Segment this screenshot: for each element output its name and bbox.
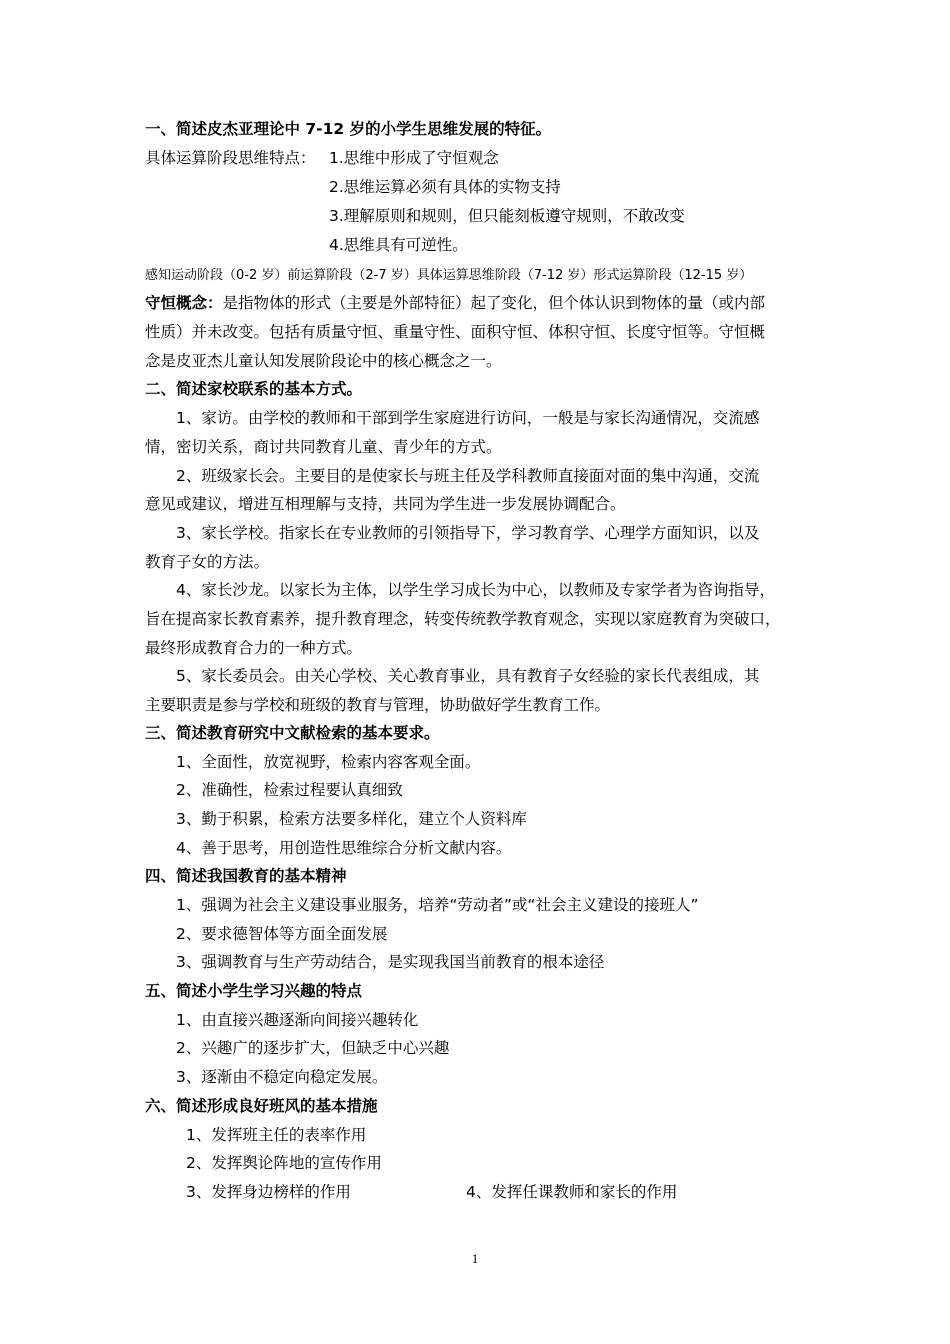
section-1-heading: 一、简述皮杰亚理论中 7-12 岁的小学生思维发展的特征。 <box>145 120 552 138</box>
paragraph-line: 3、家长学校。指家长在专业教师的引领指导下，学习教育学、心理学方面知识，以及 <box>176 524 760 542</box>
section-4-heading: 四、简述我国教育的基本精神 <box>145 867 347 885</box>
section-5-heading: 五、简述小学生学习兴趣的特点 <box>145 982 363 1000</box>
concept-text: 性质）并未改变。包括有质量守恒、重量守性、面积守恒、体积守恒、长度守恒等。守恒概 <box>145 323 766 341</box>
stages-line: 感知运动阶段（0-2 岁）前运算阶段（2-7 岁）具体运算思维阶段（7-12 岁）形式运算阶段（12-15 岁） <box>145 268 753 283</box>
list-item: 4、善于思考，用创造性思维综合分析文献内容。 <box>176 839 512 857</box>
list-item: 2、要求德智体等方面全面发展 <box>176 925 388 943</box>
list-item: 3、强调教育与生产劳动结合，是实现我国当前教育的根本途径 <box>176 953 605 971</box>
section-1-item: 1.思维中形成了守恒观念 <box>329 149 499 167</box>
paragraph-line: 教育子女的方法。 <box>145 553 270 571</box>
paragraph-line: 旨在提高家长教育素养，提升教育理念，转变传统教学教育观念，实现以家庭教育为突破口， <box>145 610 781 628</box>
paragraph-line: 最终形成教育合力的一种方式。 <box>145 639 363 657</box>
concept-term: 守恒概念： <box>145 294 223 312</box>
paragraph-line: 主要职责是参与学校和班级的教育与管理，协助做好学生教育工作。 <box>145 696 611 714</box>
list-item: 1、由直接兴趣逐渐向间接兴趣转化 <box>176 1011 419 1029</box>
section-1-item: 2.思维运算必须有具体的实物支持 <box>329 178 561 196</box>
list-item: 3、逐渐由不稳定向稳定发展。 <box>176 1068 388 1086</box>
paragraph-line: 2、班级家长会。主要目的是使家长与班主任及学科教师直接面对面的集中沟通，交流 <box>176 467 760 485</box>
list-item: 3、勤于积累，检索方法要多样化，建立个人资料库 <box>176 810 527 828</box>
paragraph-line: 意见或建议，增进互相理解与支持，共同为学生进一步发展协调配合。 <box>145 495 626 513</box>
paragraph-line: 情，密切关系，商讨共同教育儿童、青少年的方式。 <box>145 438 502 456</box>
paragraph-line: 4、家长沙龙。以家长为主体，以学生学习成长为中心，以教师及专家学者为咨询指导， <box>176 581 775 599</box>
list-item: 2、兴趣广的逐步扩大，但缺乏中心兴趣 <box>176 1039 450 1057</box>
concept-line <box>145 293 765 313</box>
section-6-heading: 六、简述形成良好班风的基本措施 <box>145 1097 378 1115</box>
section-1-item: 3.理解原则和规则，但只能刻板遵守规则，不敢改变 <box>329 207 685 225</box>
list-item: 2、发挥舆论阵地的宣传作用 <box>186 1154 382 1172</box>
list-item: 3、发挥身边榜样的作用 <box>186 1183 351 1201</box>
section-2-heading: 二、简述家校联系的基本方式。 <box>145 380 363 398</box>
list-item: 2、准确性，检索过程要认真细致 <box>176 781 403 799</box>
concept-text: 念是皮亚杰儿童认知发展阶段论中的核心概念之一。 <box>145 352 502 370</box>
section-1-item: 4.思维具有可逆性。 <box>329 236 468 254</box>
list-item: 4、发挥任课教师和家长的作用 <box>466 1183 678 1201</box>
list-item: 1、强调为社会主义建设事业服务，培养“劳动者”或“社会主义建设的接班人” <box>176 896 699 914</box>
paragraph-line: 5、家长委员会。由关心学校、关心教育事业，具有教育子女经验的家长代表组成，其 <box>176 667 760 685</box>
paragraph-line: 1、家访。由学校的教师和干部到学生家庭进行访问，一般是与家长沟通情况，交流感 <box>176 409 760 427</box>
page-number: 1 <box>471 1251 479 1266</box>
concept-text: 是指物体的形式（主要是外部特征）起了变化，但个体认识到物体的量（或内部 <box>222 294 766 312</box>
list-item: 1、全面性，放宽视野，检索内容客观全面。 <box>176 753 481 771</box>
list-item: 1、发挥班主任的表率作用 <box>186 1126 367 1144</box>
section-1-items-label: 具体运算阶段思维特点： <box>145 149 316 167</box>
section-3-heading: 三、简述教育研究中文献检索的基本要求。 <box>145 724 440 742</box>
